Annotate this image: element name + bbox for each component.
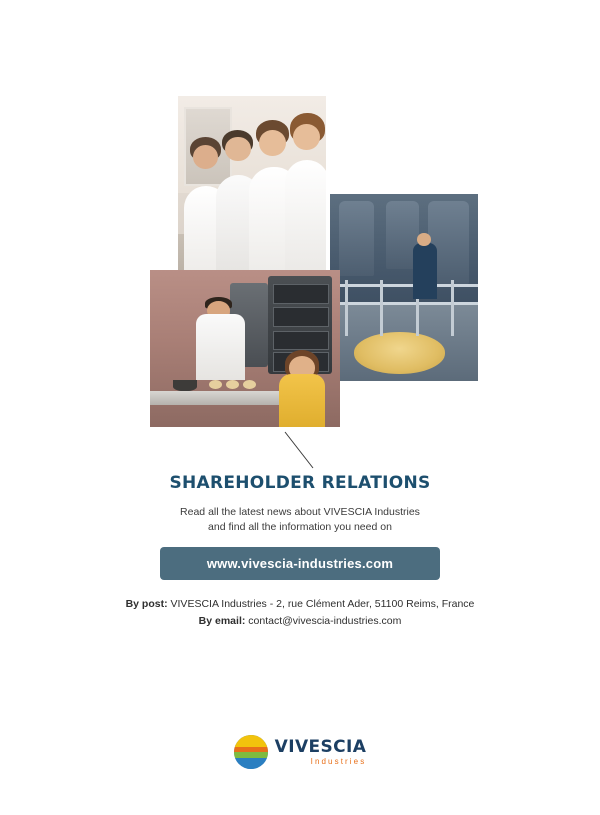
lab-coat — [285, 160, 326, 283]
plant-railing-post — [345, 280, 348, 336]
person-head — [193, 145, 218, 169]
plant-worker-head — [417, 233, 430, 246]
bakery-counter — [150, 391, 298, 405]
customer-body — [279, 374, 325, 427]
plant-photo-content — [330, 194, 478, 381]
dough-ball — [209, 380, 222, 389]
person-head — [225, 137, 250, 161]
intro-text — [140, 505, 460, 535]
plant-railing — [330, 284, 478, 287]
postal-address-line — [0, 596, 600, 613]
connector-line-icon — [283, 430, 319, 470]
dough-ball — [243, 380, 256, 389]
logo-name: VIVESCIA — [274, 736, 367, 757]
plant-railing-post — [451, 280, 454, 336]
oven-door — [273, 307, 329, 327]
by-email-label: By email: — [198, 615, 246, 627]
footer-logo-area — [0, 735, 600, 769]
bakery-photo — [150, 270, 340, 427]
website-link[interactable]: www.vivescia-industries.com — [160, 547, 440, 580]
email-address-line — [0, 613, 600, 630]
laboratory-team-photo — [178, 96, 326, 283]
oven-door — [273, 284, 329, 304]
shareholder-relations-block — [0, 473, 600, 630]
oven-door — [273, 331, 329, 351]
by-post-label: By post: — [125, 598, 168, 610]
logo-subtitle: Industries — [310, 756, 367, 766]
by-post-value: VIVESCIA Industries - 2, rue Clément Ader, 51100 Reims, France — [170, 598, 475, 610]
baker-body — [196, 314, 245, 380]
plant-railing — [330, 302, 478, 305]
vivescia-logo — [234, 735, 367, 769]
industrial-plant-photo — [330, 194, 478, 381]
page-title: SHAREHOLDER RELATIONS — [169, 473, 431, 493]
logo-band-yellow — [234, 735, 268, 747]
mixing-bowl — [173, 380, 198, 391]
laboratory-photo-content — [178, 96, 326, 283]
plant-railing-post — [380, 280, 383, 336]
logo-band-blue — [234, 758, 268, 769]
plant-dough-vat — [354, 332, 446, 373]
plant-worker-body — [413, 243, 437, 299]
dough-ball — [226, 380, 239, 389]
plant-silo — [339, 201, 375, 276]
intro-line-2: and find all the information you need on — [208, 521, 392, 533]
intro-line-1: Read all the latest news about VIVESCIA Industries — [180, 506, 420, 518]
logo-wordmark — [274, 736, 367, 766]
bakery-photo-content — [150, 270, 340, 427]
person-head — [259, 130, 286, 156]
by-email-value[interactable]: contact@vivescia-industries.com — [248, 615, 402, 627]
vivescia-logo-mark-icon — [234, 735, 268, 769]
